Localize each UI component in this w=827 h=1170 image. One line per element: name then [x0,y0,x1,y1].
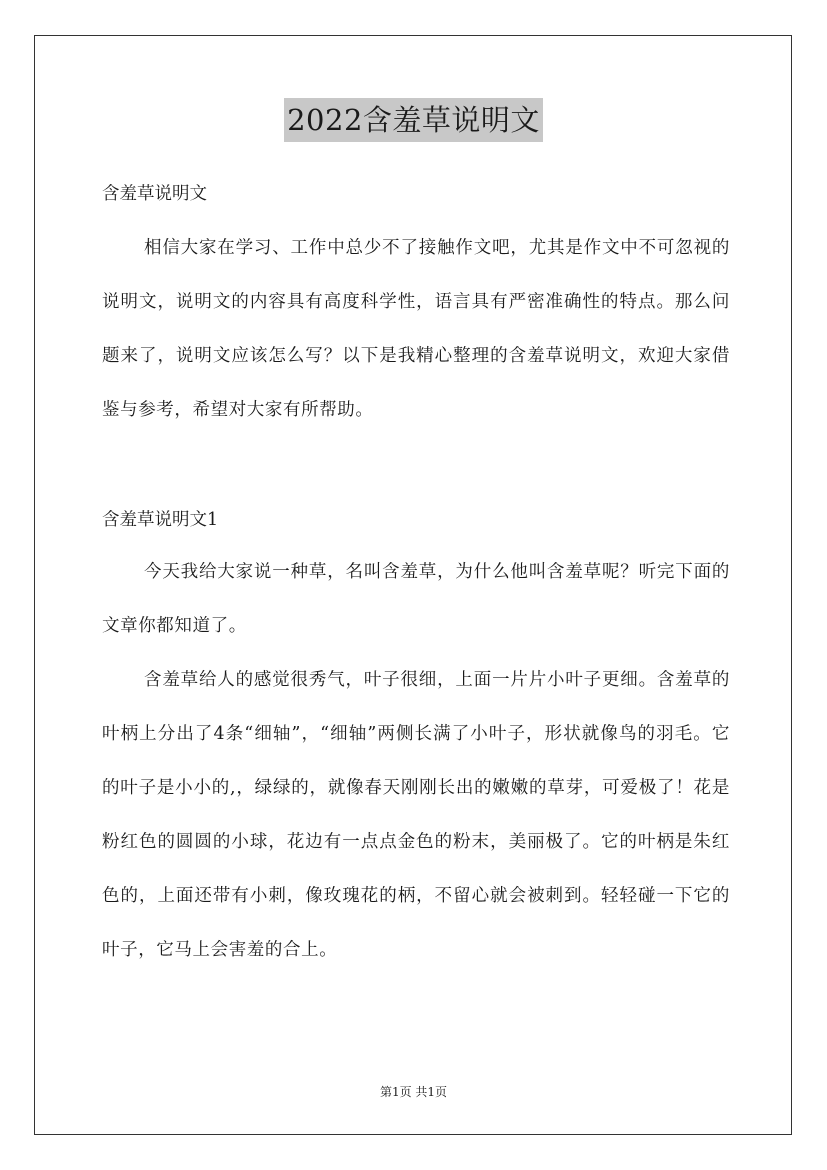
page-footer: 第1页 共1页 [379,1085,448,1099]
section-paragraph-1: 今天我给大家说一种草，名叫含羞草，为什么他叫含羞草呢？听完下面的文章你都知道了。 [102,562,730,636]
page-title: 2022含羞草说明文 [284,98,543,142]
intro-paragraph: 相信大家在学习、工作中总少不了接触作文吧，尤其是作文中不可忽视的说明文，说明文的内容具有高度科学性，语言具有严密准确性的特点。那么问题来了，说明文应该怎么写？以下是我精心整理的含羞草说明文，欢迎大家借鉴与参考，希望对大家有所帮助。 [102,238,730,420]
section-paragraph-2: 含羞草给人的感觉很秀气，叶子很细，上面一片片小叶子更细。含羞草的叶柄上分出了4条“细轴”，“细轴”两侧长满了小叶子，形状就像鸟的羽毛。它的叶子是小小的,，绿绿的，就像春天刚刚长出的嫩嫩的草芽，可爱极了！花是粉红色的圆圆的小球，花边有一点点金色的粉末，美丽极了。它的叶柄是朱红色的，上面还带有小刺，像玫瑰花的柄，不留心就会被刺到。轻轻碰一下它的叶子，它马上会害羞的合上。 [102,670,730,960]
subtitle: 含羞草说明文 [102,184,207,204]
title-wrap [0,98,827,142]
section-heading: 含羞草说明文1 [102,510,219,530]
